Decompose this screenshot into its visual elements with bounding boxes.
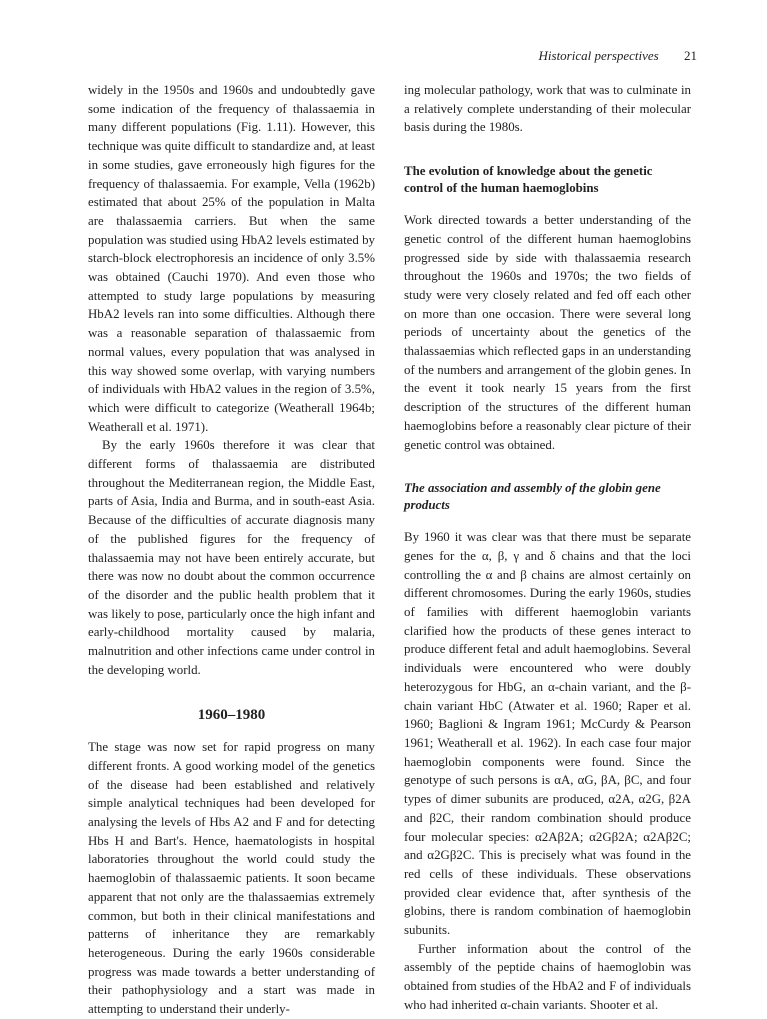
- right-paragraph-1: ing molecular pathology, work that was to culminate in a relatively complete understanding of their molecular basis during the 1980s.: [404, 83, 691, 135]
- right-column: [404, 81, 691, 1015]
- left-paragraph-2: By the early 1960s therefore it was clear that different forms of thalassaemia are distributed throughout the Mediterranean region, the Middle East, parts of Asia, India and Burma, and in south-east Asia. Because of the difficulties of accurate diagnosis many of the published figures for the frequency of thalassaemia may not have been entirely accurate, but there was now no doubt about the common occurrence of the disorder and the public health problem that it was likely to pose, particularly once the high infant and early-childhood mortality caused by malaria, malnutrition and other infections came under control in the developing world.: [88, 438, 375, 677]
- section-title: 1960–1980: [197, 706, 266, 723]
- left-column: [88, 81, 375, 1019]
- running-title: Historical perspectives: [538, 48, 659, 63]
- running-head: [539, 48, 697, 64]
- subsection-heading-assembly: The association and assembly of the globin gene products: [404, 481, 661, 513]
- right-paragraph-3: By 1960 it was clear was that there must be separate genes for the α, β, γ and δ chains and that the loci controlling the α and β chains are almost certainly on different chromosomes. During the early 1960s, studies of families with different haemoglobin variants clarified how the products of these genes interact to produce different fetal and adult haemoglobins. Several individuals were encountered who were doubly heterozygous for HbG, an α-chain variant, and the β-chain variant HbC (Atwater et al. 1960; Raper et al. 1960; Baglioni & Ingram 1961; McCurdy & Pearson 1961; Weatherall et al. 1962). In each case four major haemoglobin components were found. Since the genotype of such persons is αA, αG, βA, βC, and four types of dimer subunits are produced, α2A, α2G, β2A and β2C, their random combination should produce four molecular species: α2Aβ2A; α2Gβ2A; α2Aβ2C; and α2Gβ2C. This is precisely what was found in the red cells of these individuals. These observations provided clear evidence that, after synthesis of the globins, there is random combination of haemoglobin subunits.: [404, 530, 691, 938]
- left-paragraph-1: widely in the 1950s and 1960s and undoubtedly gave some indication of the frequency of thalassaemia in many different populations (Fig. 1.11). However, this technique was quite difficult to standardize and, at least in some studies, gave erroneously high figures for the frequency of thalassaemia. For example, Vella (1962b) estimated that about 25% of the population in Malta are thalassaemia carriers. But when the same population was studied using HbA2 levels estimated by starch-block electrophoresis an incidence of only 3.5% was obtained (Cauchi 1970). And even those who attempted to study large populations by measuring HbA2 levels ran into some difficulties. Although there was a reasonable separation of thalassaemic from normal values, every population that was analysed in this way showed some overlap, with varying numbers of individuals with HbA2 values in the region of 3.5%, which were difficult to categorize (Weatherall 1964b; Weatherall et al. 1971).: [88, 83, 375, 434]
- left-paragraph-3: The stage was now set for rapid progress on many different fronts. A good working model of the genetics of the disease had been established and relatively simple analytical techniques had been developed for analysing the levels of Hbs A2 and F and for detecting Hbs H and Bart's. Hence, haematologists in hospital laboratories throughout the world could study the haemoglobin of thalassaemic patients. It soon became apparent that not only are the thalassaemias extremely common, but both in their clinical manifestations and patterns of inheritance they are remarkably heterogeneous. During the early 1960s considerable progress was made towards a better understanding of their pathophysiology and a start was made in attempting to understand their underly-: [88, 740, 375, 1017]
- right-paragraph-4: Further information about the control of the assembly of the peptide chains of haemoglobin was obtained from studies of the HbA2 and F of individuals who had inherited α-chain variants. Shooter et al.: [404, 941, 691, 1012]
- subsection-heading-genetic-control: The evolution of knowledge about the genetic control of the human haemoglobins: [404, 164, 653, 196]
- right-paragraph-2: Work directed towards a better understanding of the genetic control of the different human haemoglobins progressed side by side with thalassaemia research throughout the 1960s and 1970s; the two fields of study were very closely related and fed off each other on more than one occasion. There were several long periods of uncertainty about the genetics of the thalassaemias which reflected gaps in an understanding of the numbers and arrangement of the globin genes. In the event it took nearly 15 years from the first description of the structures of the different human haemoglobins before a reasonably clear picture of their genetic control was obtained.: [404, 213, 691, 452]
- page-number: 21: [684, 48, 697, 63]
